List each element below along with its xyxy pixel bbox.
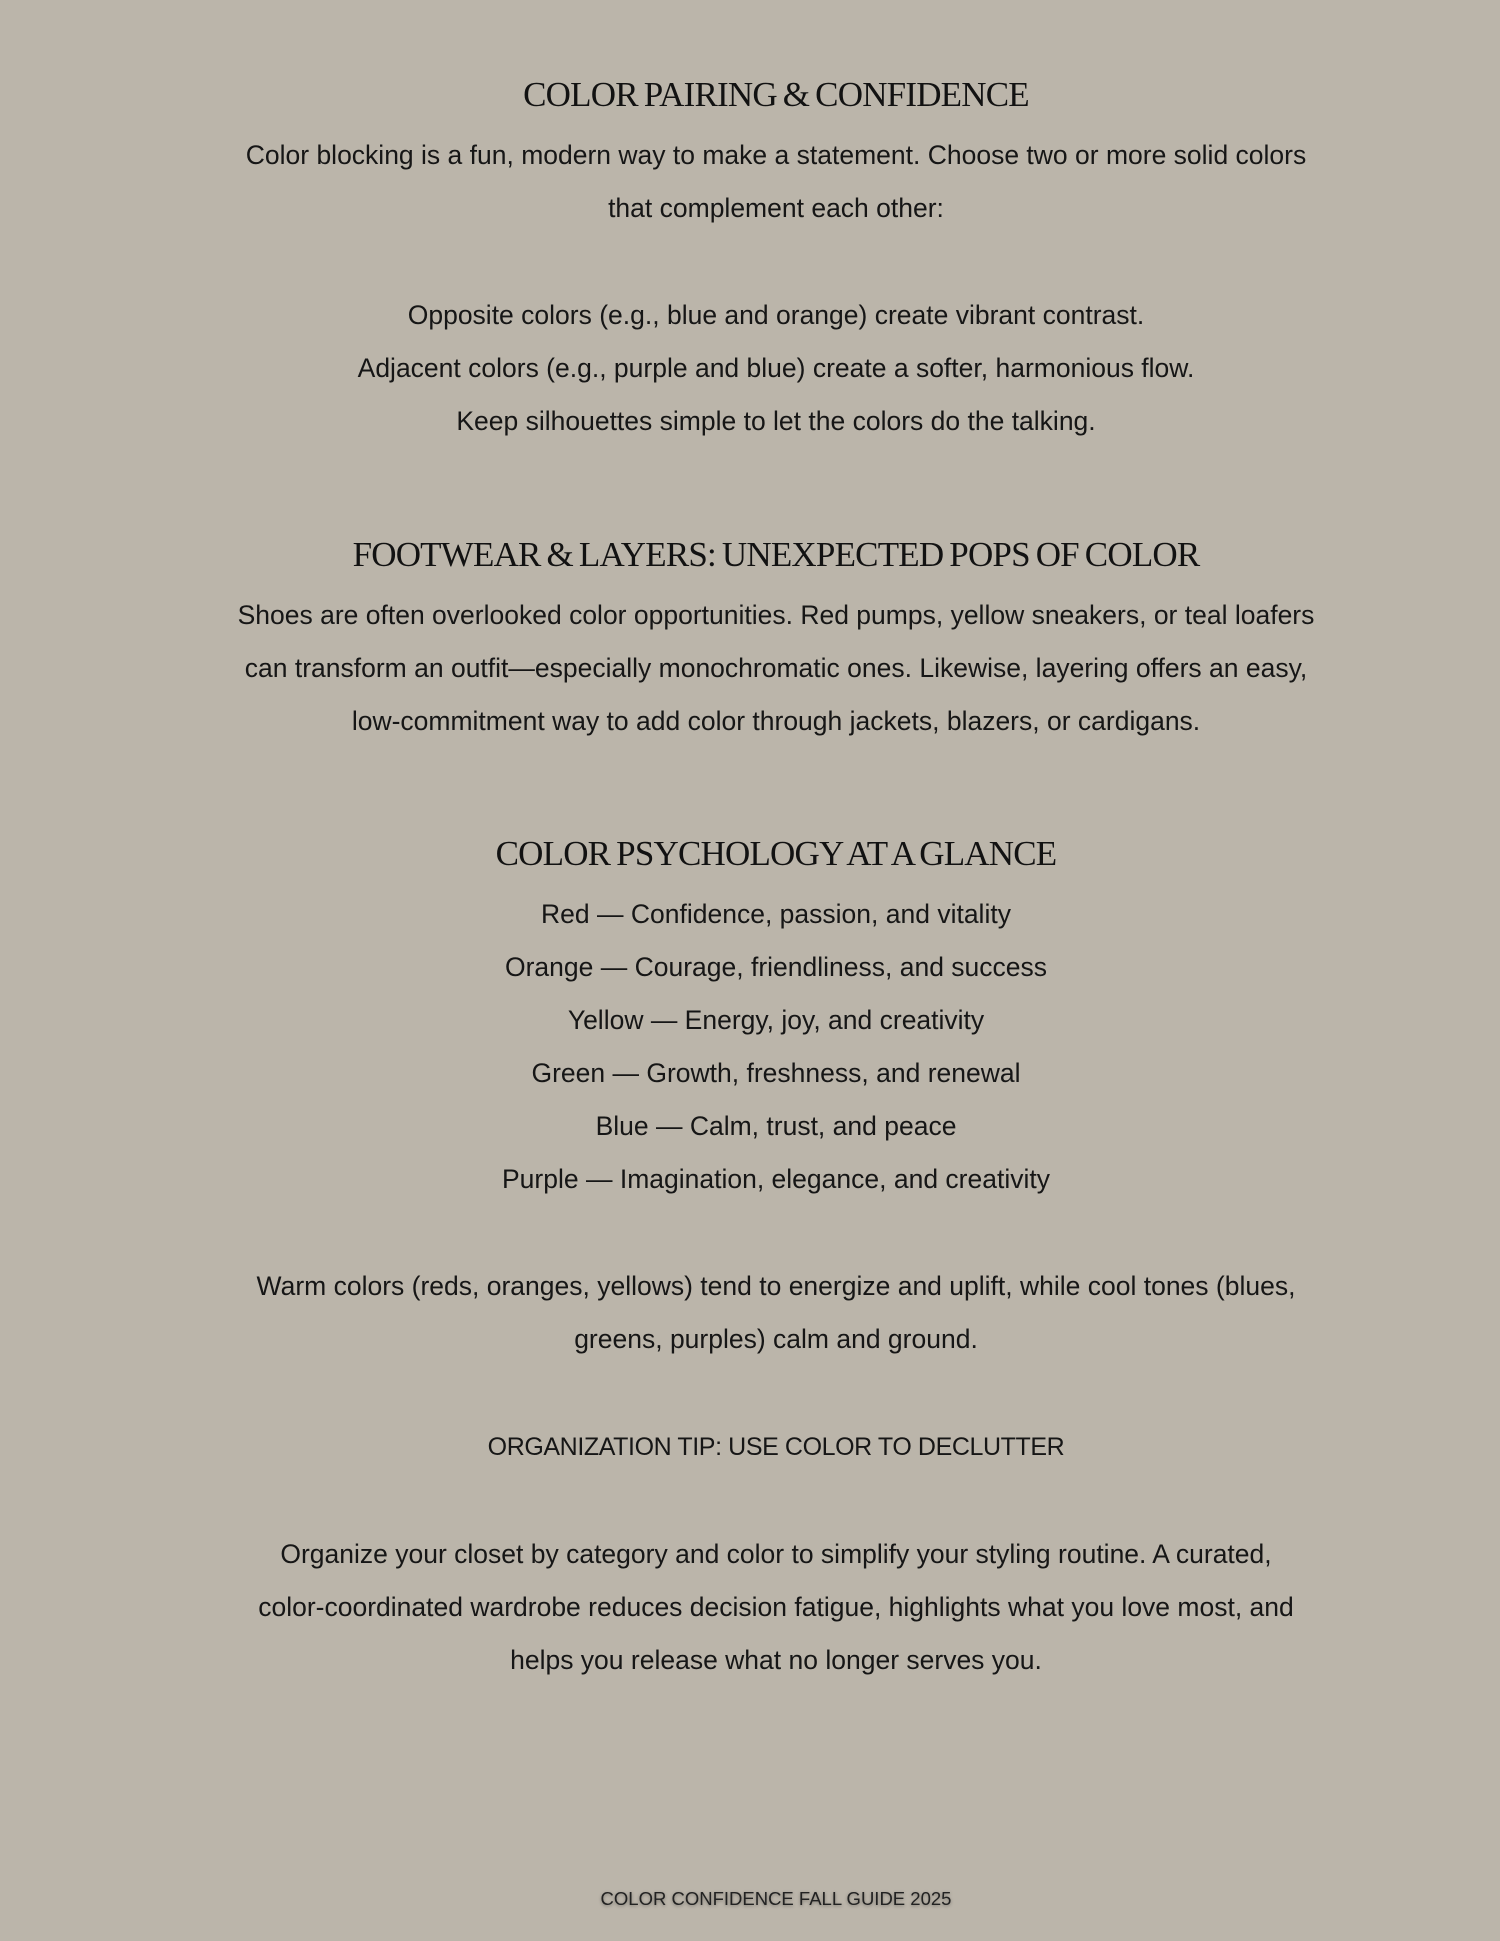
psychology-item-green: Green — Growth, freshness, and renewal [531, 1058, 1021, 1088]
color-pairing-intro-line-1: Color blocking is a fun, modern way to make a statement. Choose two or more solid colors [245, 140, 1307, 170]
footwear-body-line-3: low-commitment way to add color through jackets, blazers, or cardigans. [351, 706, 1201, 736]
organization-body-line-1: Organize your closet by category and color to simplify your styling routine. A curated, [280, 1539, 1272, 1569]
psychology-item-red: Red — Confidence, passion, and vitality [541, 899, 1011, 929]
footwear-body-line-1: Shoes are often overlooked color opportunities. Red pumps, yellow sneakers, or teal loafers [237, 600, 1315, 630]
page-footer: COLOR CONFIDENCE FALL GUIDE 2025 [600, 1888, 952, 1909]
psychology-item-purple: Purple — Imagination, elegance, and creativity [502, 1164, 1050, 1194]
psychology-summary-line-1: Warm colors (reds, oranges, yellows) tend to energize and uplift, while cool tones (blues, [256, 1271, 1296, 1301]
section-title-footwear-layers: FOOTWEAR & LAYERS: UNEXPECTED POPS OF COLOR [352, 535, 1200, 574]
color-pairing-tip-1: Opposite colors (e.g., blue and orange) create vibrant contrast. [407, 300, 1145, 330]
psychology-item-yellow: Yellow — Energy, joy, and creativity [567, 1005, 985, 1035]
footwear-body-line-2: can transform an outfit—especially monochromatic ones. Likewise, layering offers an easy, [244, 653, 1308, 683]
color-pairing-tip-3: Keep silhouettes simple to let the colors do the talking. [456, 406, 1096, 436]
section-title-color-psychology: COLOR PSYCHOLOGY AT A GLANCE [495, 834, 1057, 873]
section-title-color-pairing: COLOR PAIRING & CONFIDENCE [523, 75, 1029, 114]
color-pairing-tip-2: Adjacent colors (e.g., purple and blue) create a softer, harmonious flow. [357, 353, 1195, 383]
psychology-summary-line-2: greens, purples) calm and ground. [574, 1324, 978, 1354]
color-pairing-intro-line-2: that complement each other: [608, 193, 944, 223]
section-title-organization: ORGANIZATION TIP: USE COLOR TO DECLUTTER [487, 1433, 1065, 1461]
psychology-item-blue: Blue — Calm, trust, and peace [595, 1111, 957, 1141]
organization-body-line-3: helps you release what no longer serves you. [510, 1645, 1042, 1675]
organization-body-line-2: color-coordinated wardrobe reduces decision fatigue, highlights what you love most, and [258, 1592, 1294, 1622]
psychology-item-orange: Orange — Courage, friendliness, and success [504, 952, 1048, 982]
